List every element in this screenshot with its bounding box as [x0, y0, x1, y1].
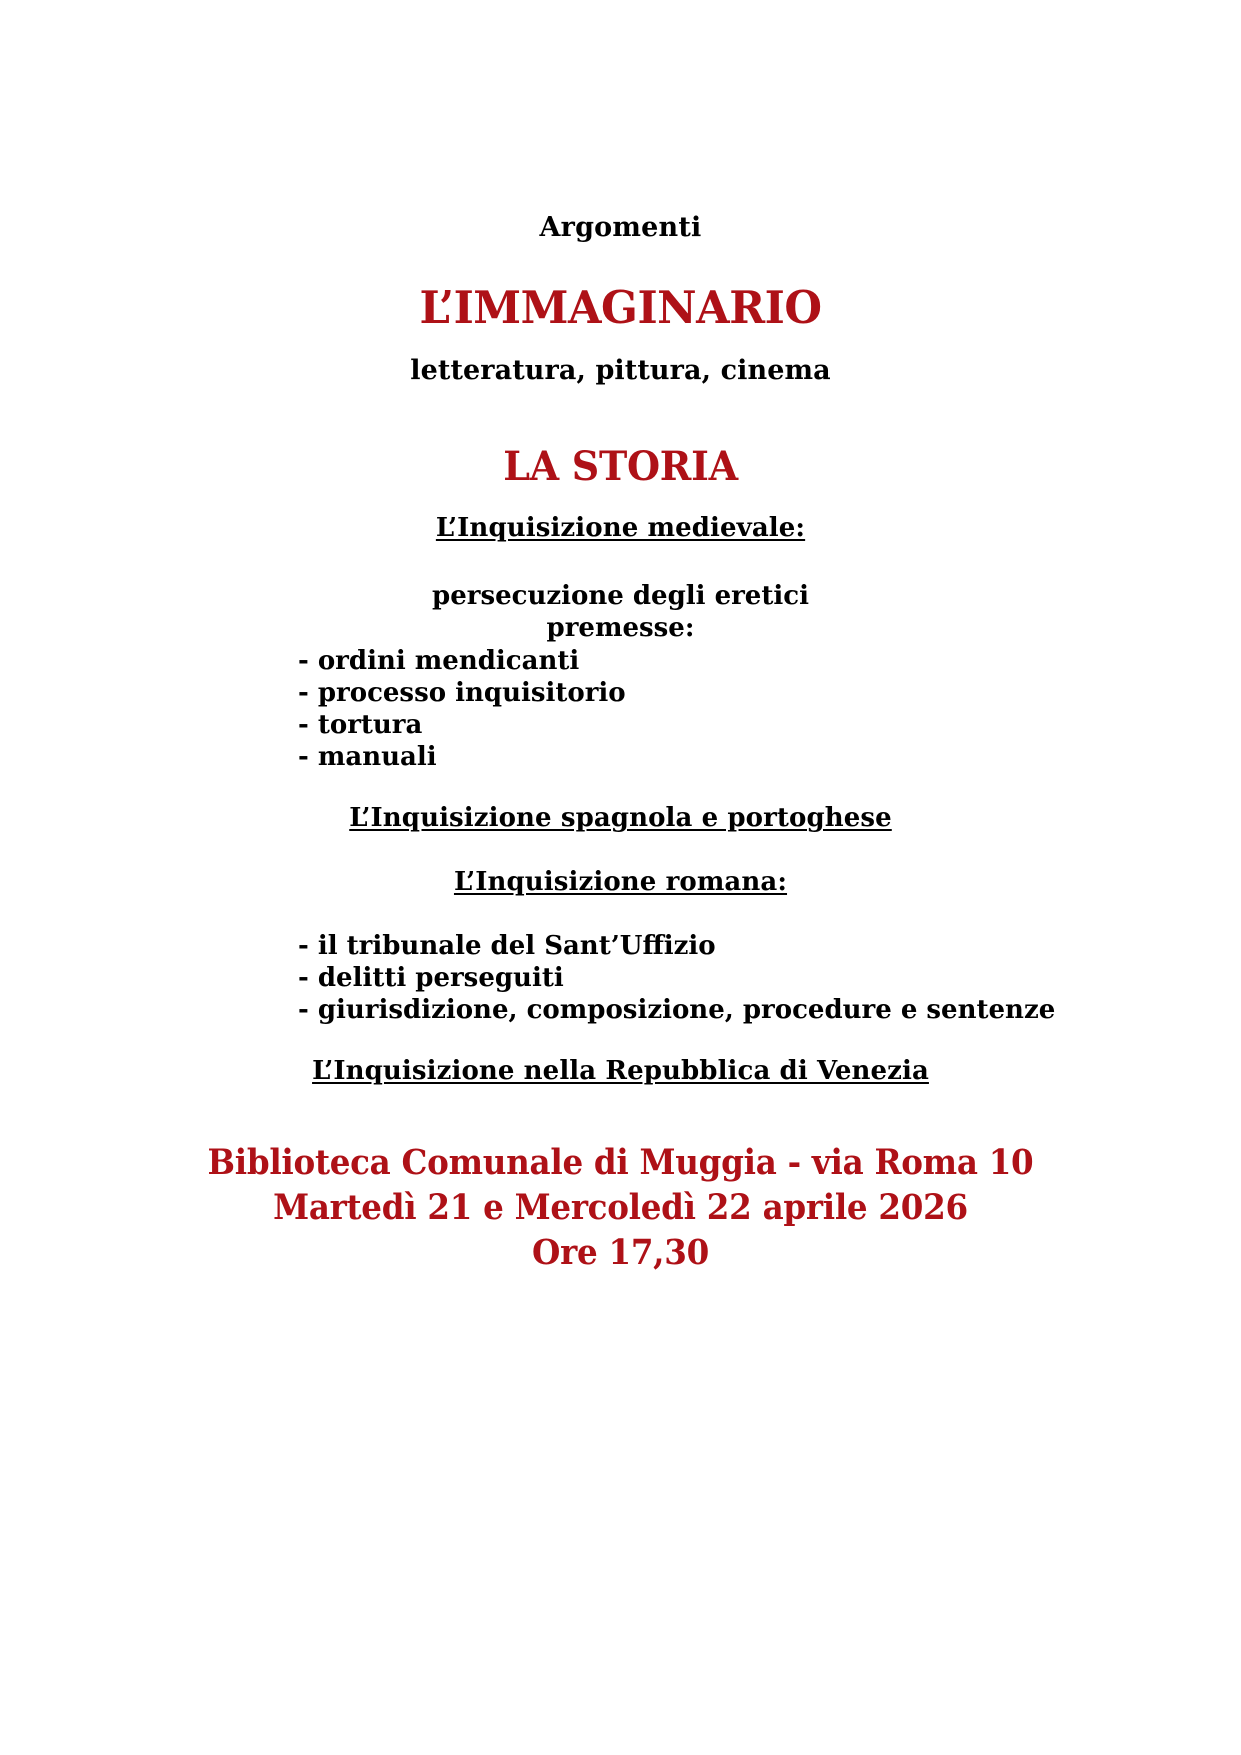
subsection-heading-spagnola-text: L’Inquisizione spagnola e portoghese [349, 803, 892, 833]
subsection-heading-romana-text: L’Inquisizione romana: [453, 867, 788, 897]
event-venue: Biblioteca Comunale di Muggia - via Roma 10 [207, 1142, 1034, 1183]
subsection-heading-medievale [0, 515, 1241, 541]
list-item: - giurisdizione, composizione, procedure e sentenze [298, 995, 1056, 1025]
subsection-heading-medievale-text: L’Inquisizione medievale: [435, 513, 806, 543]
list-item: - delitti perseguiti [298, 963, 564, 993]
section-title-storia: LA STORIA [503, 443, 738, 490]
subsection-heading-venezia [0, 1058, 1241, 1084]
list-item: - il tribunale del Sant’Uffizio [298, 931, 716, 961]
section-title-immaginario: L’IMMAGINARIO [419, 281, 822, 334]
subsection-heading-romana [0, 869, 1241, 895]
list-item: - tortura [298, 710, 423, 740]
event-footer [0, 1140, 1241, 1275]
medievale-lead-secondary: premesse: [546, 613, 695, 643]
subsection-heading-venezia-text: L’Inquisizione nella Repubblica di Venezia [312, 1056, 929, 1086]
medievale-lead: persecuzione degli eretici [432, 581, 809, 611]
list-item: - ordini mendicanti [298, 646, 580, 676]
event-time: Ore 17,30 [532, 1232, 709, 1273]
subsection-heading-spagnola [0, 805, 1241, 831]
list-item: - processo inquisitorio [298, 678, 626, 708]
romana-item-list [0, 930, 1241, 1026]
section-subtitle-immaginario: letteratura, pittura, cinema [410, 355, 831, 386]
page-kicker: Argomenti [539, 212, 702, 243]
event-dates: Martedì 21 e Mercoledì 22 aprile 2026 [273, 1187, 968, 1228]
medievale-item-list [0, 645, 1241, 773]
list-item: - manuali [298, 742, 437, 772]
